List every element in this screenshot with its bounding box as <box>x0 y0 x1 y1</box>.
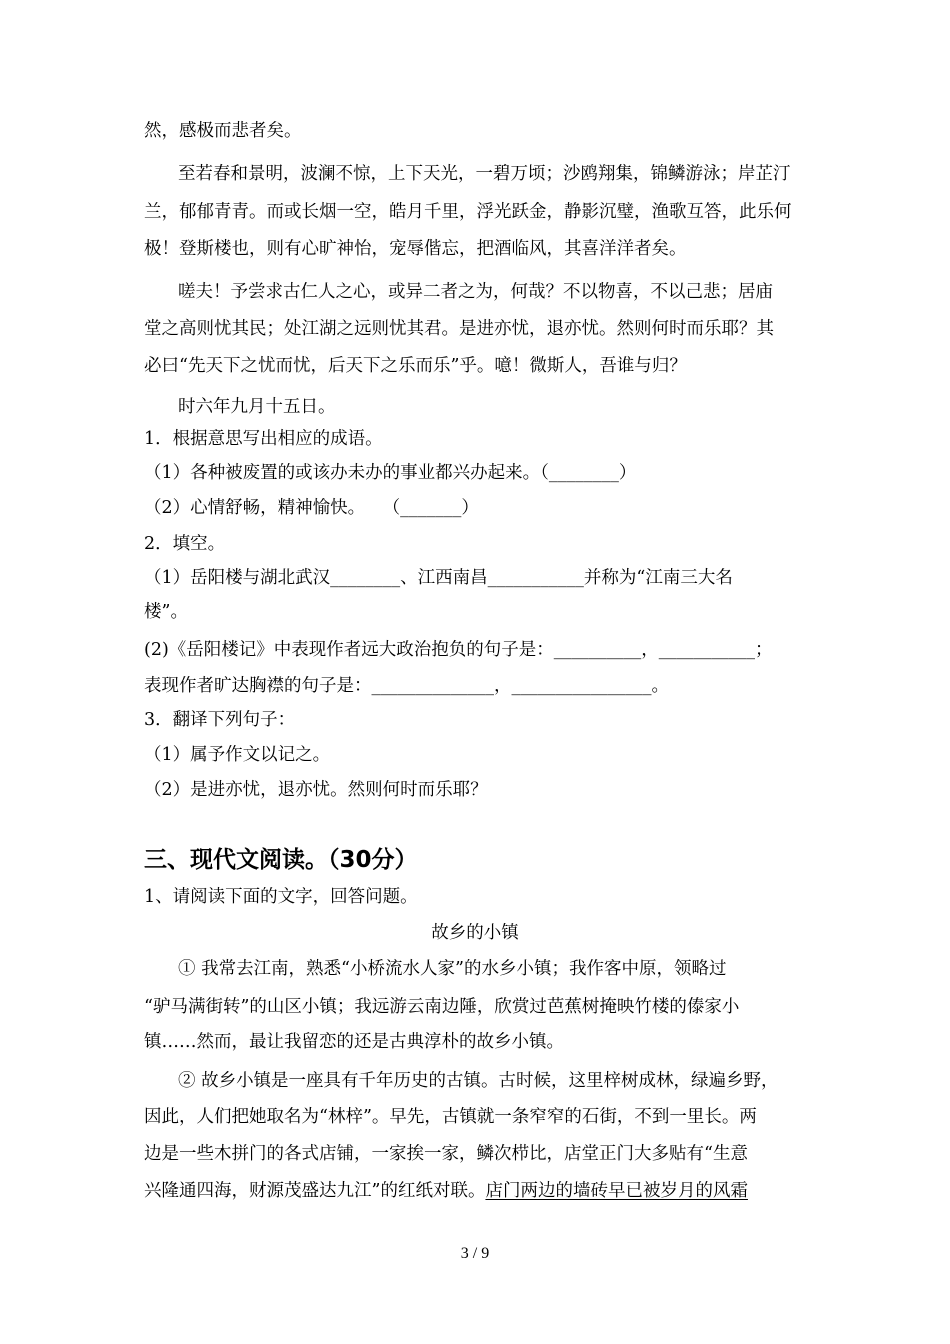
text-line: ② 故乡小镇是一座具有千年历史的古镇。古时候，这里梓树成林，绿遍乡野， <box>178 1071 779 1091</box>
text-line: 时六年九月十五日。 <box>178 397 336 417</box>
question-2-2-cont: 表现作者旷达胸襟的句子是：______________，________________。 <box>144 676 669 696</box>
text-line: 至若春和景明，波澜不惊，上下天光，一碧万顷；沙鸥翔集，锦鳞游泳；岸芷汀 <box>178 164 791 184</box>
question-2: 2．填空。 <box>144 534 226 554</box>
question-3-2: （2）是进亦忧，退亦忧。然则何时而乐耶？ <box>144 780 488 800</box>
underlined-text: 店门两边的墙砖早已被岁月的风霜 <box>485 1181 748 1201</box>
reading-instruction: 1、请阅读下面的文字，回答问题。 <box>144 887 418 907</box>
text-line: 兰，郁郁青青。而或长烟一空，皓月千里，浮光跃金，静影沉璧，渔歌互答，此乐何 <box>144 202 792 222</box>
question-3: 3．翻译下列句子： <box>144 710 296 730</box>
text-line: 嗟夫！予尝求古仁人之心，或异二者之为，何哉？不以物喜，不以己悲；居庙 <box>178 282 773 302</box>
question-2-1: （1）岳阳楼与湖北武汉________、江西南昌___________并称为“江南三大名 <box>144 568 733 588</box>
article-title: 故乡的小镇 <box>431 923 519 943</box>
question-1-2: （2）心情舒畅，精神愉快。 （_______） <box>144 498 479 518</box>
text-line <box>144 1179 748 1203</box>
text-line: ① 我常去江南，熟悉“小桥流水人家”的水乡小镇；我作客中原，领略过 <box>178 959 727 979</box>
text-line: 必曰“先天下之忧而忧，后天下之乐而乐”乎。噫！微斯人，吾谁与归？ <box>144 356 687 376</box>
text-line: 堂之高则忧其民；处江湖之远则忧其君。是进亦忧，退亦忧。然则何时而乐耶？其 <box>144 319 774 339</box>
question-2-1-cont: 楼”。 <box>144 602 188 622</box>
text-plain: 兴隆通四海，财源茂盛达九江”的红纸对联。 <box>144 1181 486 1201</box>
section-heading: 三、现代文阅读。（30分） <box>144 847 418 873</box>
text-line: 极！登斯楼也，则有心旷神怡，宠辱偕忘，把酒临风，其喜洋洋者矣。 <box>144 239 687 259</box>
question-3-1: （1）属予作文以记之。 <box>144 745 331 765</box>
text-line: “驴马满街转”的山区小镇；我远游云南边陲，欣赏过芭蕉树掩映竹楼的傣家小 <box>144 997 740 1017</box>
text-line: 镇……然而，最让我留恋的还是古典淳朴的故乡小镇。 <box>144 1032 564 1052</box>
text-line: 然，感极而悲者矣。 <box>144 121 302 141</box>
text-line: 边是一些木拼门的各式店铺，一家挨一家，鳞次栉比，店堂正门大多贴有“生意 <box>144 1144 748 1164</box>
question-1: 1．根据意思写出相应的成语。 <box>144 429 383 449</box>
page-number: 3 / 9 <box>460 1245 490 1262</box>
question-1-1: （1）各种被废置的或该办未办的事业都兴办起来。（________） <box>144 463 637 483</box>
text-line: 因此，人们把她取名为“林梓”。早先，古镇就一条窄窄的石街，不到一里长。两 <box>144 1107 757 1127</box>
question-2-2: (2)《岳阳楼记》中表现作者远大政治抱负的句子是：__________，___________； <box>144 640 773 660</box>
